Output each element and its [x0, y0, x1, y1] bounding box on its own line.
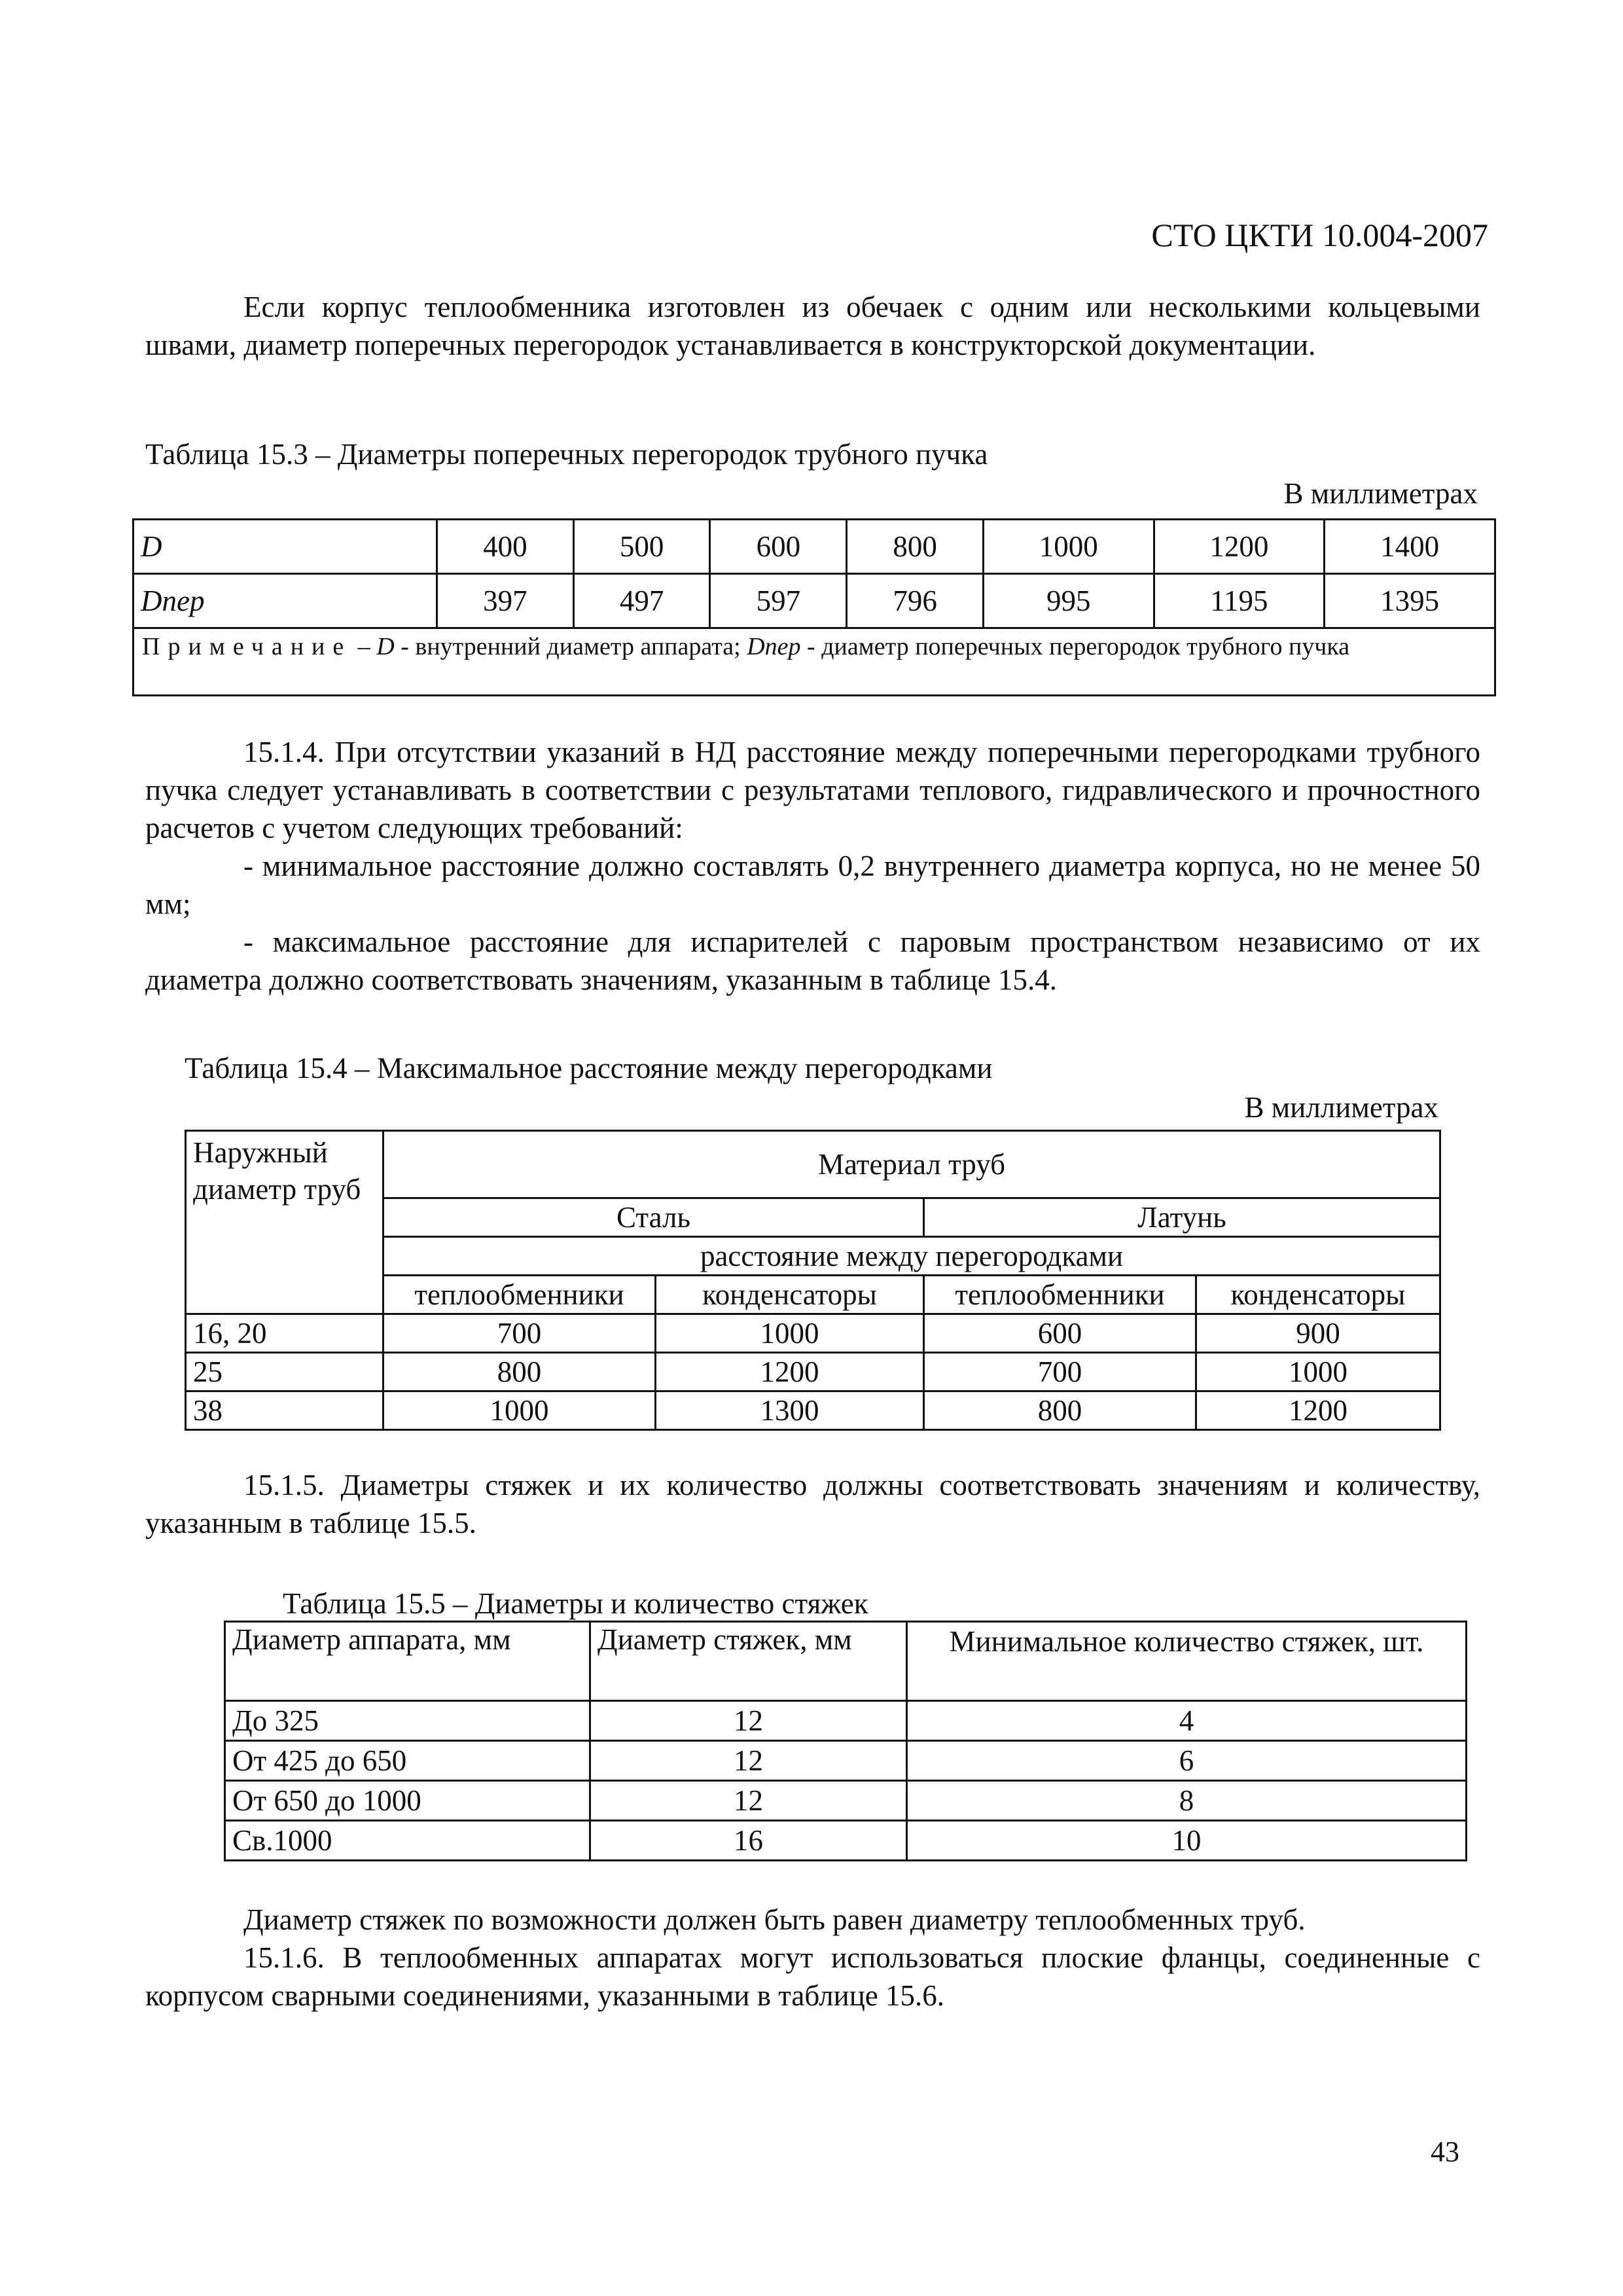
table-cell: 10 [907, 1821, 1467, 1861]
note-def-d: - внутренний диаметр аппарата; [394, 633, 747, 660]
table-cell: 12 [590, 1781, 907, 1821]
table-cell: 800 [924, 1391, 1196, 1430]
table-cell: 700 [383, 1314, 656, 1353]
table-row [186, 1391, 1440, 1430]
sub-header: конденсаторы [1196, 1276, 1440, 1314]
table-row [186, 1314, 1440, 1353]
table-cell: 1200 [1196, 1391, 1440, 1430]
table-note [134, 628, 1495, 696]
table-cell: 12 [590, 1741, 907, 1781]
sub-header: теплообменники [924, 1276, 1196, 1314]
table-cell: 6 [907, 1741, 1467, 1781]
note-word: Примечание [142, 633, 352, 660]
table-cell: 8 [907, 1781, 1467, 1821]
table-cell: 600 [924, 1314, 1196, 1353]
table-cell: 497 [573, 574, 710, 628]
paragraph-15-1-6: 15.1.6. В теплообменных аппаратах могут использоваться плоские фланцы, соединенные с корпусом сварными соединениями, указанными в таблице 15.6. [145, 1941, 1480, 2012]
min-tie-rods-header: Минимальное количество стяжек, шт. [907, 1622, 1467, 1701]
table-cell: 397 [437, 574, 574, 628]
table-cell: 1300 [656, 1391, 924, 1430]
table-header-row [225, 1622, 1467, 1701]
table-cell: 1000 [1196, 1353, 1440, 1391]
table-header-row [186, 1131, 1440, 1198]
table-cell: 4 [907, 1701, 1467, 1741]
table-row [186, 1353, 1440, 1391]
note-var-dper: Dпер [747, 633, 801, 660]
paragraph-tie-rod-diameter: Диаметр стяжек по возможности должен быть равен диаметру теплообменных труб. [243, 1903, 1306, 1936]
outer-diameter-header: Наружный диаметр труб [186, 1131, 383, 1314]
table-cell: 800 [383, 1353, 656, 1391]
table-cell: 1000 [383, 1391, 656, 1430]
tube-material-header: Материал труб [383, 1131, 1440, 1198]
page-number: 43 [1431, 2136, 1459, 2168]
table-15-3 [132, 518, 1496, 696]
table-cell: 500 [573, 520, 710, 574]
table-row [225, 1741, 1467, 1781]
table-cell: 1195 [1154, 574, 1325, 628]
paragraph-15-1-5: 15.1.5. Диаметры стяжек и их количество должны соответствовать значениям и количеству, указанным в таблице 15.5. [145, 1469, 1480, 1539]
row-label-d: D [134, 520, 437, 574]
table-cell: 1400 [1325, 520, 1495, 574]
table-row [134, 574, 1495, 628]
paragraph-shell-seams: Если корпус теплообменника изготовлен из обечаек с одним или несколькими кольцевыми швами, диаметр поперечных перегородок устанавливается в конструкторской документации. [145, 291, 1480, 361]
table-cell: 995 [983, 574, 1154, 628]
table-cell: 16, 20 [186, 1314, 383, 1353]
table-cell: 1200 [656, 1353, 924, 1391]
table-cell: 700 [924, 1353, 1196, 1391]
sub-header: теплообменники [383, 1276, 656, 1314]
note-var-d: D [376, 633, 395, 660]
table-note-row [134, 628, 1495, 696]
paragraph-max-distance: - максимальное расстояние для испарителей с паровым пространством независимо от их диаметра должно соответствовать значениям, указанным в таблице 15.4. [145, 925, 1480, 996]
tie-rod-diameter-header: Диаметр стяжек, мм [590, 1622, 907, 1701]
table-cell: Св.1000 [225, 1821, 590, 1861]
table-row [225, 1821, 1467, 1861]
table-15-5-caption: Таблица 15.5 – Диаметры и количество стяжек [283, 1587, 868, 1620]
table-cell: 796 [847, 574, 984, 628]
table-cell: От 425 до 650 [225, 1741, 590, 1781]
table-row [134, 520, 1495, 574]
note-def-dper: - диаметр поперечных перегородок трубного пучка [800, 633, 1350, 660]
table-row [225, 1701, 1467, 1741]
table-cell: 25 [186, 1353, 383, 1391]
table-cell: 400 [437, 520, 574, 574]
table-cell: 1200 [1154, 520, 1325, 574]
table-cell: 16 [590, 1821, 907, 1861]
distance-header: расстояние между перегородками [383, 1237, 1440, 1276]
table-cell: 900 [1196, 1314, 1440, 1353]
sub-header: конденсаторы [656, 1276, 924, 1314]
apparatus-diameter-header: Диаметр аппарата, мм [225, 1622, 590, 1701]
table-cell: 800 [847, 520, 984, 574]
table-cell: От 650 до 1000 [225, 1781, 590, 1821]
table-cell: 38 [186, 1391, 383, 1430]
table-15-5 [224, 1621, 1467, 1861]
paragraph-15-1-4: 15.1.4. При отсутствии указаний в НД расстояние между поперечными перегородками трубного пучка следует устанавливать в соответствии с результатами теплового, гидравлического и прочностного расчетов с учетом следующих требований: [145, 736, 1480, 844]
table-cell: 12 [590, 1701, 907, 1741]
row-label-dper: Dпер [134, 574, 437, 628]
brass-header: Латунь [924, 1198, 1440, 1237]
steel-header: Сталь [383, 1198, 924, 1237]
table-15-4 [185, 1130, 1441, 1431]
table-cell: 600 [710, 520, 847, 574]
note-separator: – [351, 633, 377, 660]
table-cell: До 325 [225, 1701, 590, 1741]
table-cell: 1000 [983, 520, 1154, 574]
table-cell: 1000 [656, 1314, 924, 1353]
document-code: СТО ЦКТИ 10.004-2007 [1151, 217, 1488, 253]
table-15-4-caption: Таблица 15.4 – Максимальное расстояние между перегородками [185, 1052, 993, 1085]
table-cell: 1395 [1325, 574, 1495, 628]
table-15-3-caption: Таблица 15.3 – Диаметры поперечных перегородок трубного пучка [145, 438, 988, 471]
table-15-4-units: В миллиметрах [1244, 1091, 1438, 1124]
table-15-3-units: В миллиметрах [1283, 477, 1478, 510]
paragraph-min-distance: - минимальное расстояние должно составлять 0,2 внутреннего диаметра корпуса, но не менее 50 мм; [145, 850, 1480, 920]
table-row [225, 1781, 1467, 1821]
table-cell: 597 [710, 574, 847, 628]
